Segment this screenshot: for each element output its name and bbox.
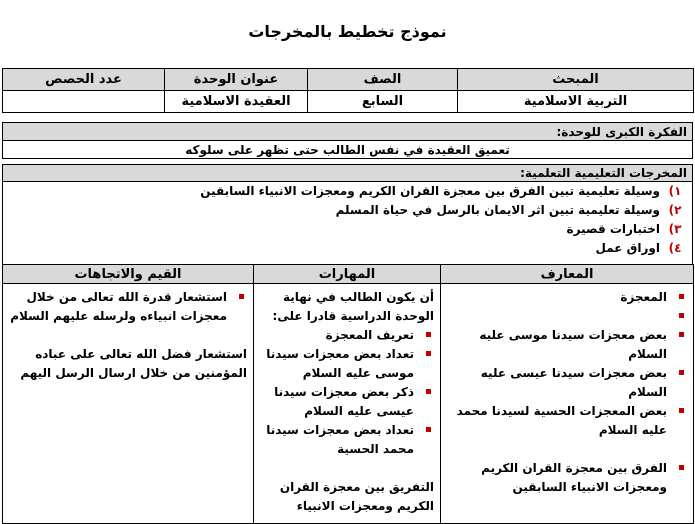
bullet-icon [679,465,684,470]
bullet-icon [679,313,684,318]
bullet-icon [426,389,431,394]
big-idea-text: تعميق العقيدة في نفس الطالب حتى تظهر على سلوكه [3,141,693,159]
info-value-row [3,91,694,113]
big-idea-table [2,122,693,159]
subject-header: المبحث [458,69,694,91]
big-idea-label: الفكرة الكبرى للوحدة: [3,123,693,141]
outcomes-label: المخرجات التعليمية التعلمية: [3,165,693,182]
list-item: بعض معجزات سيدنا موسى عليه السلام [447,326,687,364]
list-item: استشعار قدرة الله تعالى من خلال معجزات انبياءه ولرسله عليهم السلام [9,288,247,326]
unit-title-value: العقيدة الاسلامية [165,91,308,113]
values-header: القيم والاتجاهات [3,265,254,284]
list-item: ٤) اوراق عمل [595,241,682,255]
bullet-icon [679,294,684,299]
subject-value: التربية الاسلامية [458,91,694,113]
periods-header: عدد الحصص [3,69,165,91]
outcomes-list [11,184,684,260]
bullet-icon [426,332,431,337]
content-table [2,264,694,524]
unit-title-header: عنوان الوحدة [165,69,308,91]
periods-value [3,91,165,113]
list-item: تعداد بعض معجزات سيدنا محمد الحسية [260,421,434,459]
knowledge-header: المعارف [441,265,694,284]
bullet-icon [679,408,684,413]
list-item: تعداد بعض معجزات سيدنا موسى عليه السلام [260,345,434,383]
bullet-icon [239,294,244,299]
skills-intro: أن يكون الطالب في نهاية الوحدة الدراسية قادرا على: [272,290,434,323]
skills-header: المهارات [254,265,441,284]
list-item [447,307,687,326]
outcomes-table [2,164,693,275]
list-item: بعض المعجزات الحسية لسيدنا محمد عليه السلام [447,402,687,440]
list-item: ٢) وسيلة تعليمية تبين اثر الايمان بالرسل في حياة المسلم [335,203,682,217]
list-item: تعريف المعجزة [260,326,434,345]
info-header-row [3,69,694,91]
bullet-icon [426,351,431,356]
skills-cell [254,284,441,524]
values-extra: استشعار فضل الله تعالى على عباده المؤمنين من خلال ارسال الرسل اليهم [20,347,247,380]
list-item: بعض معجزات سيدنا عيسى عليه السلام [447,364,687,402]
grade-header: الصف [308,69,458,91]
skills-extra: التفريق بين معجزة القران الكريم ومعجزات الانبياء [279,480,434,513]
bullet-icon [679,370,684,375]
list-item: المعجزة [447,288,687,307]
list-item: الفرق بين معجزة القران الكريم ومعجزات الانبياء السابقين [447,459,687,497]
values-cell [3,284,254,524]
page-title: نموذج تخطيط بالمخرجات [248,22,447,41]
list-item: ٣) اختبارات قصيرة [566,222,682,236]
unit-info-table [2,68,694,113]
grade-value: السابع [308,91,458,113]
bullet-icon [679,332,684,337]
content-header-row [3,265,694,284]
bullet-icon [426,427,431,432]
knowledge-cell [441,284,694,524]
list-item: ١) وسيلة تعليمية تبين الفرق بين معجزة القران الكريم ومعجزات الانبياء السابقين [200,184,682,198]
list-item: ذكر بعض معجزات سيدنا عيسى عليه السلام [260,383,434,421]
